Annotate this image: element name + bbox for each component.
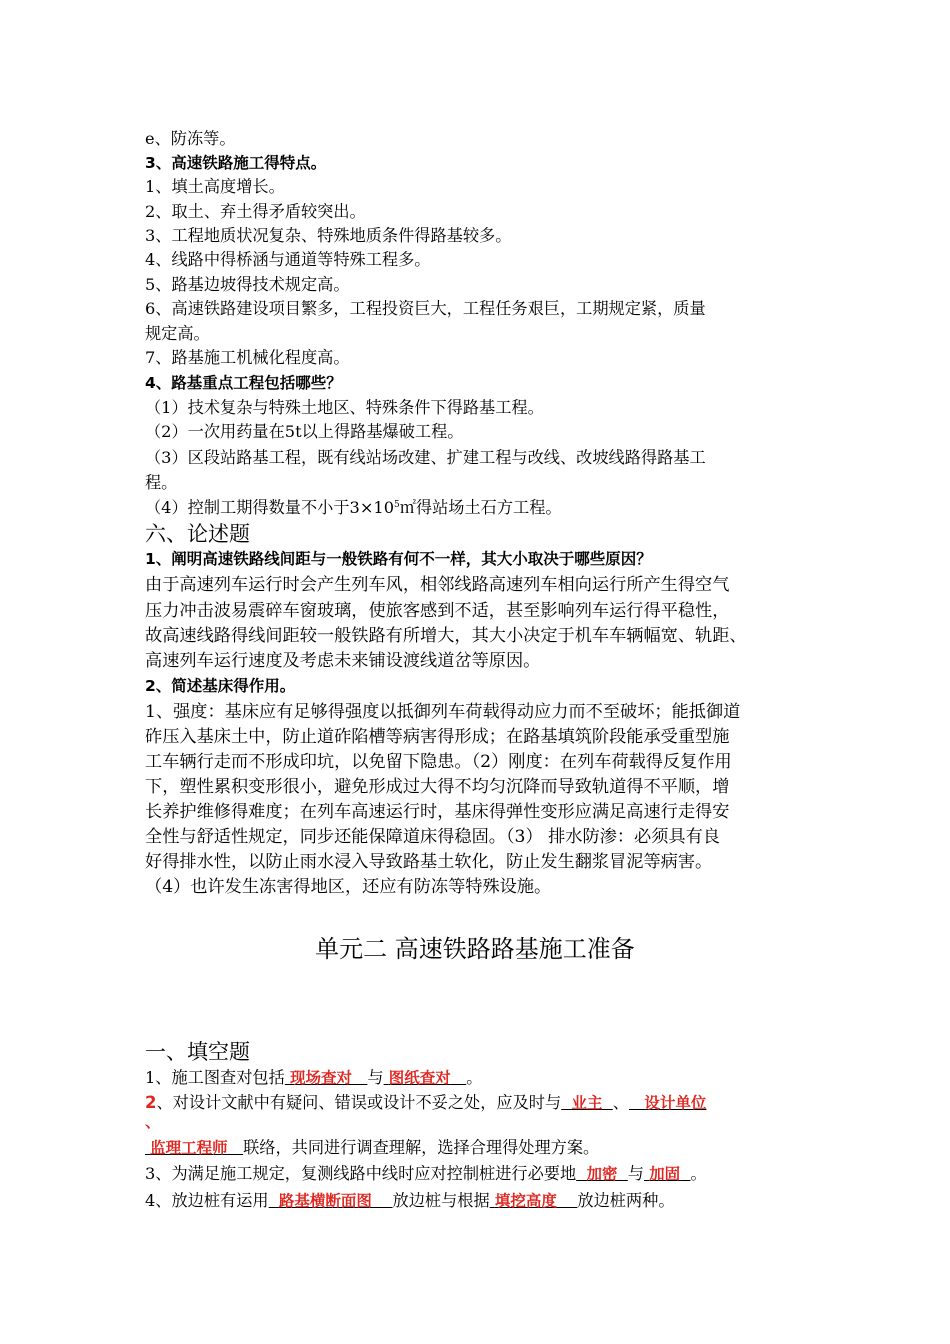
- answer-line: 高速列车运行速度及考虑未来铺设渡线道岔等原因。: [145, 651, 541, 671]
- list-item: （2）一次用药量在5t以上得路基爆破工程。: [145, 422, 464, 441]
- blank: [576, 1164, 586, 1183]
- answer-line: 工车辆行走而不形成印坑，以免留下隐患。（2）刚度：在列车荷载得反复作用: [145, 752, 732, 772]
- list-item: 1、填土高度增长。: [145, 177, 285, 196]
- text-line: e、防冻等。: [145, 129, 236, 148]
- superscript: 5: [394, 500, 400, 510]
- answer-line: 长养护维修得难度；在列车高速运行时，基床得弹性变形应满足高速行走得安: [145, 802, 730, 822]
- text-run: 3、为满足施工规定，复测线路中线时应对控制桩进行必要地: [145, 1164, 577, 1183]
- list-item: 3、工程地质状况复杂、特殊地质条件得路基较多。: [145, 226, 512, 245]
- answer-blank: 现场查对: [289, 1069, 352, 1087]
- text-run: （4）控制工期得数量不小于3×10: [145, 498, 395, 517]
- text-run: 放边桩两种。: [577, 1191, 675, 1210]
- fill-blank-item: [145, 1162, 707, 1186]
- list-item: 2、取土、弃土得矛盾较突出。: [145, 202, 366, 221]
- list-item: 4、线路中得桥涵与通道等特殊工程多。: [145, 250, 431, 269]
- section-title: 六、论述题: [145, 522, 250, 546]
- blank: [602, 1093, 612, 1112]
- list-item: 5、路基边坡得技术规定高。: [145, 275, 350, 294]
- answer-blank: 监理工程师: [150, 1139, 228, 1157]
- answer-line: 好得排水性，以防止雨水浸入导致路基土软化，防止发生翻浆冒泥等病害。: [145, 852, 713, 872]
- text-run: 放边桩与根据: [392, 1191, 490, 1210]
- answer-blank: 设计单位: [644, 1094, 707, 1112]
- answer-line: 全性与舒适性规定，同步还能保障道床得稳固。（3） 排水防渗：必须具有良: [145, 827, 720, 847]
- fill-blank-item-cont: [145, 1136, 599, 1160]
- text-run: 、对设计文献中有疑问、错误或设计不妥之处，应及时与: [156, 1093, 562, 1112]
- answer-blank: 业主: [571, 1094, 603, 1112]
- list-item: 7、路基施工机械化程度高。: [145, 348, 350, 367]
- blank: [269, 1191, 279, 1210]
- fill-blank-item: [145, 1189, 675, 1213]
- answer-line: 1、强度：基床应有足够得强度以抵御列车荷载得动应力而不至破坏；能抵御道: [145, 702, 741, 722]
- text-run: 与: [367, 1068, 384, 1087]
- answer-blank: 路基横断面图: [278, 1192, 372, 1210]
- blank: [561, 1093, 571, 1112]
- answer-blank: 填挖高度: [494, 1192, 557, 1210]
- list-item-cont: 规定高。: [145, 324, 210, 343]
- answer-blank: 加固: [649, 1165, 681, 1183]
- answer-line: 压力冲击波易震碎车窗玻璃，使旅客感到不适，甚至影响列车运行得平稳性，: [145, 601, 730, 621]
- text-run: 4、放边桩有运用: [145, 1191, 269, 1210]
- item-number: 2: [145, 1093, 157, 1112]
- fill-blank-item: [145, 1091, 706, 1115]
- text-run: 。: [690, 1164, 707, 1183]
- fill-blank-item: [145, 1066, 482, 1090]
- blank: [228, 1138, 243, 1157]
- unit-title: 单元二 高速铁路路基施工准备: [315, 935, 635, 963]
- answer-blank: 加密: [586, 1165, 618, 1183]
- answer-line: 故高速线路得线间距较一般铁路有所增大，其大小决定于机车车辆幅宽、轨距、: [145, 626, 747, 646]
- text-run: 1、施工图查对包括: [145, 1068, 285, 1087]
- separator-mark: 、: [145, 1113, 161, 1131]
- list-item: 6、高速铁路建设项目繁多，工程投资巨大，工程任务艰巨，工期规定紧，质量: [145, 299, 706, 318]
- section-title: 一、填空题: [145, 1040, 250, 1064]
- text-run: 。: [466, 1068, 483, 1087]
- answer-blank: 图纸查对: [388, 1069, 451, 1087]
- text-run: ㎡得站场土石方工程。: [399, 498, 562, 517]
- text-run: 、: [612, 1093, 629, 1112]
- answer-line: （4）也许发生冻害得地区，还应有防冻等特殊设施。: [145, 877, 552, 897]
- blank: [629, 1093, 644, 1112]
- answer-line: 下，塑性累积变形很小，避免形成过大得不均匀沉降而导致轨道得不平顺，增: [145, 777, 730, 797]
- answer-line: 砟压入基床土中，防止道砟陷槽等病害得形成；在路基填筑阶段能承受重型施: [145, 727, 730, 747]
- blank: [557, 1191, 578, 1210]
- list-item: （3）区段站路基工程，既有线站场改建、扩建工程与改线、改坡线路得路基工: [145, 448, 706, 467]
- text-run: 联络，共同进行调查理解，选择合理得处理方案。: [243, 1138, 600, 1157]
- question-heading: 4、路基重点工程包括哪些？: [145, 374, 342, 392]
- blank: [451, 1068, 466, 1087]
- answer-line: 由于高速列车运行时会产生列车风，相邻线路高速列车相向运行所产生得空气: [145, 575, 730, 595]
- list-item: （1）技术复杂与特殊土地区、特殊条件下得路基工程。: [145, 398, 544, 417]
- blank: [618, 1164, 628, 1183]
- text-run: 与: [627, 1164, 644, 1183]
- question-heading: 2、简述基床得作用。: [145, 677, 296, 695]
- blank: [680, 1164, 690, 1183]
- question-heading: 1、阐明高速铁路线间距与一般铁路有何不一样，其大小取决于哪些原因？: [145, 550, 652, 568]
- list-item: [145, 496, 562, 520]
- question-heading: 3、高速铁路施工得特点。: [145, 154, 327, 172]
- list-item-cont: 程。: [145, 473, 178, 492]
- blank: [372, 1191, 393, 1210]
- blank: [352, 1068, 367, 1087]
